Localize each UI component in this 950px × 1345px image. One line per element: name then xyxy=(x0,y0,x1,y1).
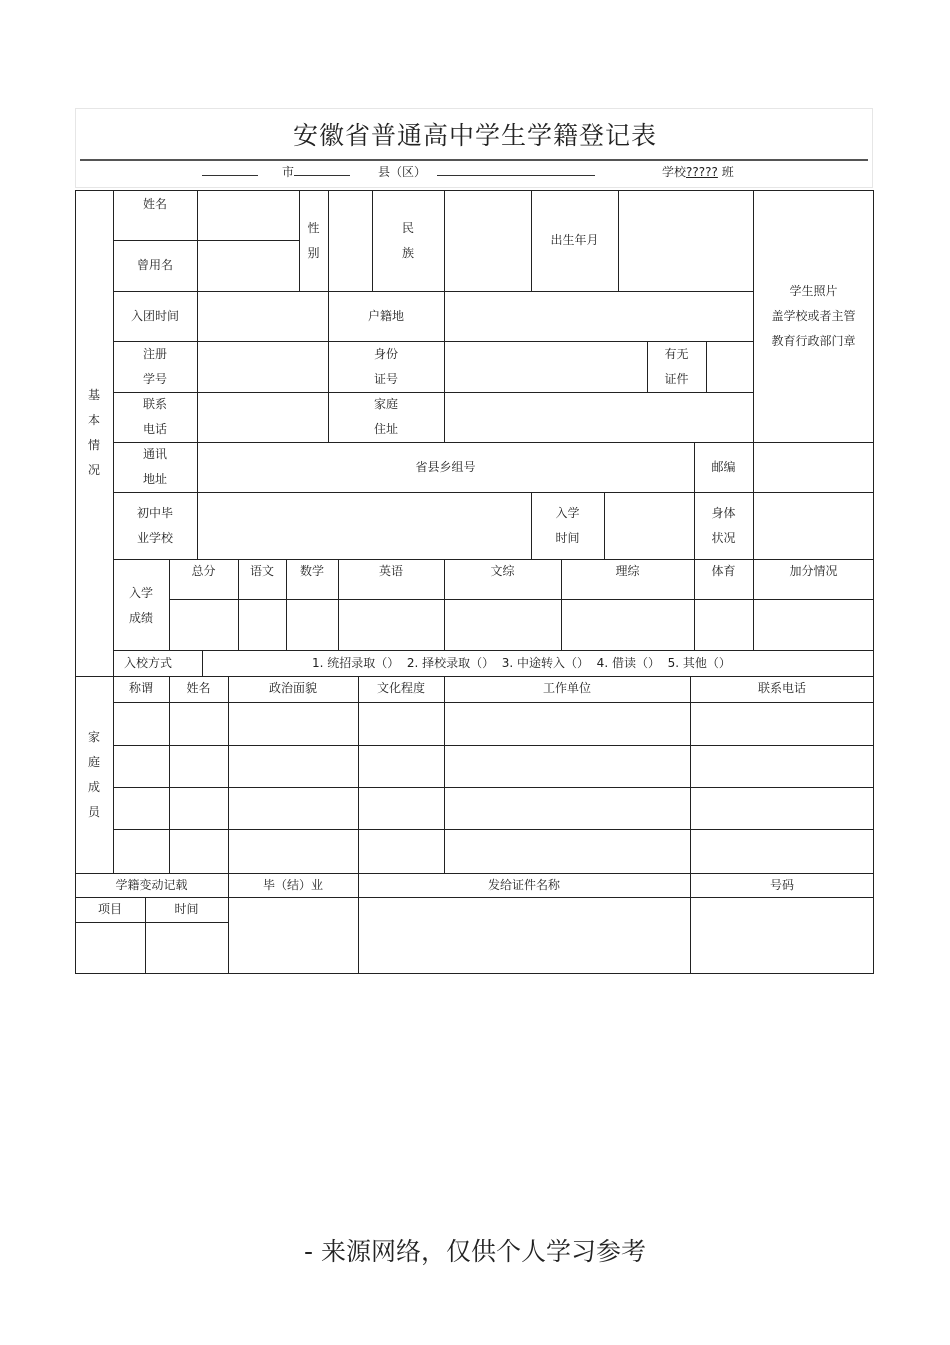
label-gender: 性 别 xyxy=(307,220,320,260)
admission-options[interactable]: 1. 统招录取（） 2. 择校录取（） 3. 中途转入（） 4. 借读（） 5. 其他（） xyxy=(312,655,731,670)
score-col-math: 数学 xyxy=(299,564,324,578)
form-title: 安徽省普通高中学生学籍登记表 xyxy=(292,121,657,150)
label-item: 项目 xyxy=(97,902,122,916)
county-label: 县（区） xyxy=(378,165,427,179)
school-value[interactable]: ????? xyxy=(686,165,718,179)
input-name[interactable] xyxy=(197,190,299,240)
score-col-chinese: 语文 xyxy=(249,564,274,578)
score-col-liberal-arts: 文综 xyxy=(490,564,515,578)
input-health[interactable] xyxy=(753,492,874,559)
label-scores: 入学 成绩 xyxy=(128,586,153,625)
label-former-name: 曾用名 xyxy=(136,258,173,272)
input-ethnicity[interactable] xyxy=(444,190,531,291)
label-birth: 出生年月 xyxy=(550,233,599,247)
score-col-science: 理综 xyxy=(615,564,640,578)
family-col-relation: 称谓 xyxy=(128,680,153,695)
class-label: 班 xyxy=(721,165,734,179)
input-mail-addr[interactable]: 省县乡组号 xyxy=(415,459,476,474)
label-enroll-time: 入学 时间 xyxy=(555,505,580,545)
label-time: 时间 xyxy=(174,902,199,916)
family-col-name: 姓名 xyxy=(186,680,211,695)
input-gender[interactable] xyxy=(328,190,372,291)
score-col-total: 总分 xyxy=(191,564,216,578)
family-col-phone: 联系电话 xyxy=(757,680,806,695)
label-home-addr: 家庭 住址 xyxy=(373,397,398,436)
label-reg-no: 注册 学号 xyxy=(142,346,167,386)
input-postcode[interactable] xyxy=(753,442,874,492)
label-household: 户籍地 xyxy=(367,308,404,323)
label-admission: 入校方式 xyxy=(123,655,172,670)
label-mail-addr: 通讯 地址 xyxy=(142,447,167,486)
label-graduation: 毕（结）业 xyxy=(262,877,323,892)
family-col-employer: 工作单位 xyxy=(542,680,591,695)
basic-section-label: 基 本 情 况 xyxy=(87,388,100,477)
label-name: 姓名 xyxy=(142,197,167,211)
input-phone[interactable] xyxy=(197,392,328,442)
score-col-bonus: 加分情况 xyxy=(789,564,838,578)
input-reg-no[interactable] xyxy=(197,341,328,392)
family-col-political: 政治面貌 xyxy=(268,680,317,695)
input-former-name[interactable] xyxy=(197,240,299,291)
input-household[interactable] xyxy=(444,291,753,341)
family-section-label: 家 庭 成 员 xyxy=(87,729,100,819)
label-id-no: 身份 证号 xyxy=(373,346,398,386)
label-postcode: 邮编 xyxy=(711,459,736,474)
label-has-cert: 有无 证件 xyxy=(664,346,689,386)
footer-note: - 来源网络，仅供个人学习参考 xyxy=(304,1237,646,1266)
city-label: 市 xyxy=(282,165,295,179)
input-has-cert[interactable] xyxy=(706,341,753,392)
label-junior-school: 初中毕 业学校 xyxy=(136,505,173,545)
input-enroll-time[interactable] xyxy=(604,492,694,559)
label-league-time: 入团时间 xyxy=(130,308,179,323)
input-id-no[interactable] xyxy=(444,341,647,392)
label-cert-name: 发给证件名称 xyxy=(487,877,560,892)
label-phone: 联系 电话 xyxy=(142,397,167,436)
label-number: 号码 xyxy=(769,877,794,892)
label-change-record: 学籍变动记载 xyxy=(115,877,188,892)
photo-area[interactable]: 学生照片 盖学校或者主管 教育行政部门章 xyxy=(771,283,856,348)
label-health: 身体 状况 xyxy=(711,505,736,545)
input-home-addr[interactable] xyxy=(444,392,753,442)
family-col-education: 文化程度 xyxy=(376,680,425,695)
label-ethnicity: 民 族 xyxy=(401,220,414,260)
input-junior-school[interactable] xyxy=(197,492,531,559)
school-label: 学校 xyxy=(662,165,687,179)
score-col-pe: 体育 xyxy=(711,564,736,578)
input-league-time[interactable] xyxy=(197,291,328,341)
score-col-english: 英语 xyxy=(378,564,403,578)
input-birth[interactable] xyxy=(618,190,753,291)
